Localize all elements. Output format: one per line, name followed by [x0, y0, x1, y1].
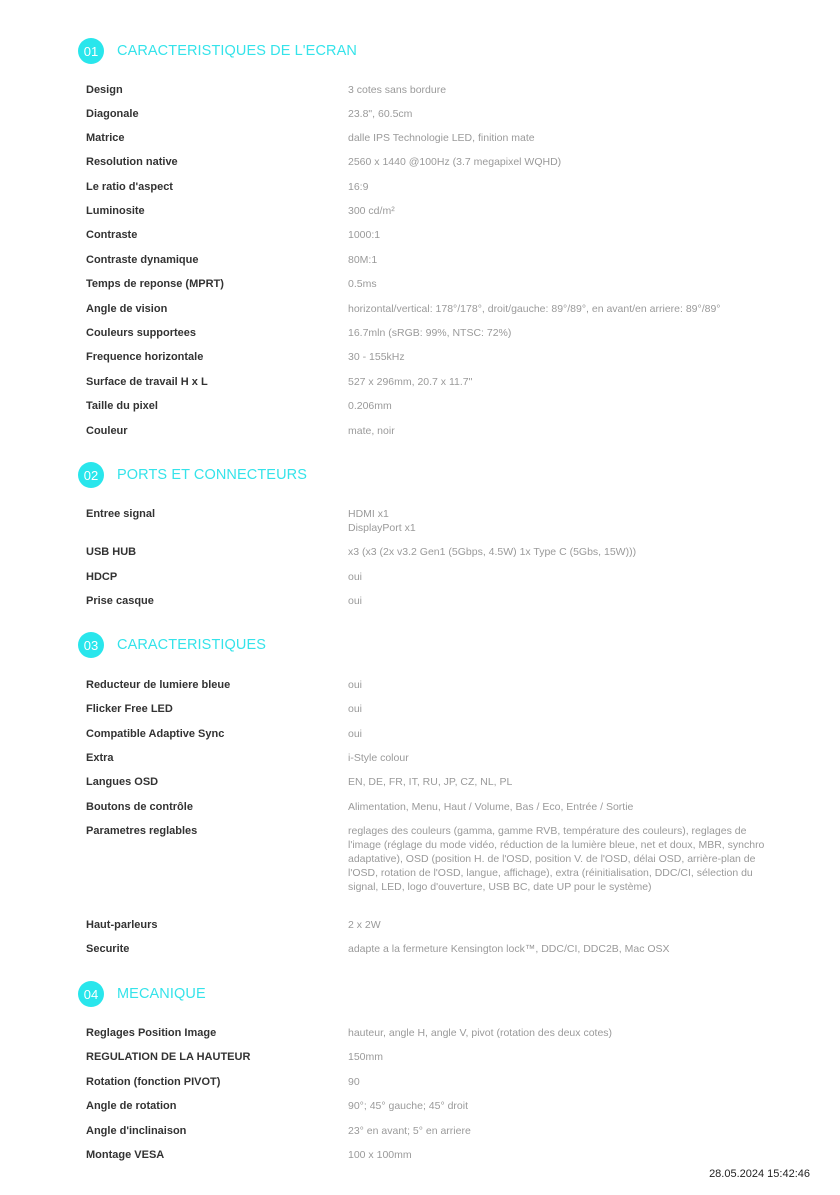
- spec-value: HDMI x1 DisplayPort x1: [348, 508, 416, 534]
- section-number-badge: 04: [78, 981, 104, 1007]
- spec-row: [86, 751, 766, 765]
- section-header-04: [78, 981, 206, 1007]
- spec-value: adapte a la fermeture Kensington lock™, DDC/CI, DDC2B, Mac OSX: [348, 943, 670, 955]
- spec-row: [86, 1026, 766, 1040]
- spec-row: [86, 253, 766, 267]
- spec-label: Entree signal: [86, 508, 156, 520]
- spec-row: [86, 302, 766, 316]
- spec-row: [86, 800, 766, 814]
- spec-value: 80M:1: [348, 254, 378, 266]
- spec-row: [86, 228, 766, 242]
- spec-label: Contraste: [86, 229, 138, 241]
- spec-row: [86, 727, 766, 741]
- spec-row: [86, 942, 766, 956]
- spec-label: Luminosite: [86, 205, 145, 217]
- section-title: CARACTERISTIQUES: [117, 637, 267, 653]
- spec-value: 90: [348, 1076, 360, 1088]
- spec-label: Haut-parleurs: [86, 919, 158, 931]
- print-timestamp: 28.05.2024 15:42:46: [709, 1168, 810, 1180]
- section-header-03: [78, 632, 266, 658]
- spec-value: 100 x 100mm: [348, 1149, 412, 1161]
- section-title: PORTS ET CONNECTEURS: [117, 467, 307, 483]
- spec-row: [86, 1050, 766, 1064]
- section-header-01: [78, 38, 357, 64]
- spec-row: [86, 1075, 766, 1089]
- section-number-badge: 01: [78, 38, 104, 64]
- spec-row: [86, 1124, 766, 1138]
- spec-value: horizontal/vertical: 178°/178°, droit/gauche: 89°/89°, en avant/en arriere: 89°/89°: [348, 303, 721, 315]
- spec-row: [86, 326, 766, 340]
- spec-value: 23° en avant; 5° en arriere: [348, 1125, 471, 1137]
- section-number-badge: 02: [78, 462, 104, 488]
- spec-row: [86, 594, 766, 608]
- spec-row: [86, 155, 766, 169]
- spec-label: Securite: [86, 943, 130, 955]
- spec-value: oui: [348, 679, 363, 691]
- spec-row: [86, 678, 766, 692]
- spec-label: Design: [86, 84, 123, 96]
- spec-value: reglages des couleurs (gamma, gamme RVB, température des couleurs), reglages de l'image (réglage du mode vidéo, réduction de la lumière bleue, net et doux, MBR, synchro adaptative), OSD (position H. de l'OSD, position V. de l'OSD, délai OSD, arrière-plan de l'OSD, rotation de l'OSD, langue, affichage), extra (réinitialisation, DDC/CI, sélection du signal, LED, logo d'ouverture, USB BC, date UP pour le système): [348, 825, 765, 893]
- spec-row: [86, 375, 766, 389]
- spec-value: 1000:1: [348, 229, 381, 241]
- spec-row: [86, 775, 766, 789]
- spec-value: 2560 x 1440 @100Hz (3.7 megapixel WQHD): [348, 156, 562, 168]
- spec-label: Contraste dynamique: [86, 254, 199, 266]
- section-title: CARACTERISTIQUES DE L'ECRAN: [117, 43, 357, 59]
- spec-label: Parametres reglables: [86, 825, 198, 837]
- spec-row: [86, 204, 766, 218]
- spec-value: 0.5ms: [348, 278, 377, 290]
- spec-value: 0.206mm: [348, 400, 392, 412]
- spec-value: 90°; 45° gauche; 45° droit: [348, 1100, 469, 1112]
- section-number-badge: 03: [78, 632, 104, 658]
- spec-value: dalle IPS Technologie LED, finition mate: [348, 132, 535, 144]
- spec-label: Couleur: [86, 425, 128, 437]
- spec-label: Flicker Free LED: [86, 703, 173, 715]
- spec-value: 23.8", 60.5cm: [348, 108, 413, 120]
- spec-label: Matrice: [86, 132, 125, 144]
- spec-value: oui: [348, 728, 363, 740]
- spec-label: Reducteur de lumiere bleue: [86, 679, 231, 691]
- spec-value: oui: [348, 595, 363, 607]
- spec-label: Boutons de contrôle: [86, 801, 193, 813]
- spec-label: Montage VESA: [86, 1149, 165, 1161]
- spec-label: REGULATION DE LA HAUTEUR: [86, 1051, 251, 1063]
- spec-value: oui: [348, 571, 363, 583]
- spec-label: HDCP: [86, 571, 118, 583]
- spec-value: mate, noir: [348, 425, 395, 437]
- section-title: MECANIQUE: [117, 986, 206, 1002]
- spec-value: 30 - 155kHz: [348, 351, 405, 363]
- spec-value: 300 cd/m²: [348, 205, 395, 217]
- section-header-02: [78, 462, 307, 488]
- spec-row: [86, 918, 766, 932]
- spec-row: [86, 180, 766, 194]
- spec-value: hauteur, angle H, angle V, pivot (rotation des deux cotes): [348, 1027, 613, 1039]
- spec-label: Angle de rotation: [86, 1100, 177, 1112]
- spec-value: oui: [348, 703, 363, 715]
- spec-row: [86, 424, 766, 438]
- spec-row: [86, 83, 766, 97]
- spec-label: Langues OSD: [86, 776, 159, 788]
- spec-label: USB HUB: [86, 546, 137, 558]
- spec-row: [86, 277, 766, 291]
- spec-row: [86, 570, 766, 584]
- spec-value: 16.7mln (sRGB: 99%, NTSC: 72%): [348, 327, 512, 339]
- spec-label: Compatible Adaptive Sync: [86, 728, 225, 740]
- spec-value: x3 (x3 (2x v3.2 Gen1 (5Gbps, 4.5W) 1x Type C (5Gbs, 15W))): [348, 546, 637, 558]
- spec-label: Prise casque: [86, 595, 154, 607]
- spec-label: Angle d'inclinaison: [86, 1125, 187, 1137]
- spec-row: [86, 350, 766, 364]
- spec-label: Frequence horizontale: [86, 351, 204, 363]
- spec-value: EN, DE, FR, IT, RU, JP, CZ, NL, PL: [348, 776, 513, 788]
- spec-row: [86, 1148, 766, 1162]
- spec-value: 527 x 296mm, 20.7 x 11.7": [348, 376, 473, 388]
- spec-label: Surface de travail H x L: [86, 376, 208, 388]
- spec-row: [86, 545, 766, 559]
- spec-value: 150mm: [348, 1051, 384, 1063]
- spec-label: Rotation (fonction PIVOT): [86, 1076, 221, 1088]
- spec-label: Couleurs supportees: [86, 327, 197, 339]
- spec-row: [86, 107, 766, 121]
- spec-value: 2 x 2W: [348, 919, 381, 931]
- spec-row: [86, 1099, 766, 1113]
- spec-value: 3 cotes sans bordure: [348, 84, 447, 96]
- spec-label: Le ratio d'aspect: [86, 181, 173, 193]
- spec-label: Resolution native: [86, 156, 178, 168]
- spec-label: Angle de vision: [86, 303, 168, 315]
- spec-label: Reglages Position Image: [86, 1027, 217, 1039]
- spec-label: Temps de reponse (MPRT): [86, 278, 224, 290]
- spec-row: [86, 824, 766, 894]
- spec-value: 16:9: [348, 181, 369, 193]
- spec-label: Diagonale: [86, 108, 139, 120]
- spec-value: Alimentation, Menu, Haut / Volume, Bas / Eco, Entrée / Sortie: [348, 801, 634, 813]
- spec-row: [86, 507, 766, 535]
- spec-row: [86, 399, 766, 413]
- spec-value: i-Style colour: [348, 752, 409, 764]
- spec-label: Extra: [86, 752, 114, 764]
- spec-row: [86, 702, 766, 716]
- spec-row: [86, 131, 766, 145]
- spec-label: Taille du pixel: [86, 400, 158, 412]
